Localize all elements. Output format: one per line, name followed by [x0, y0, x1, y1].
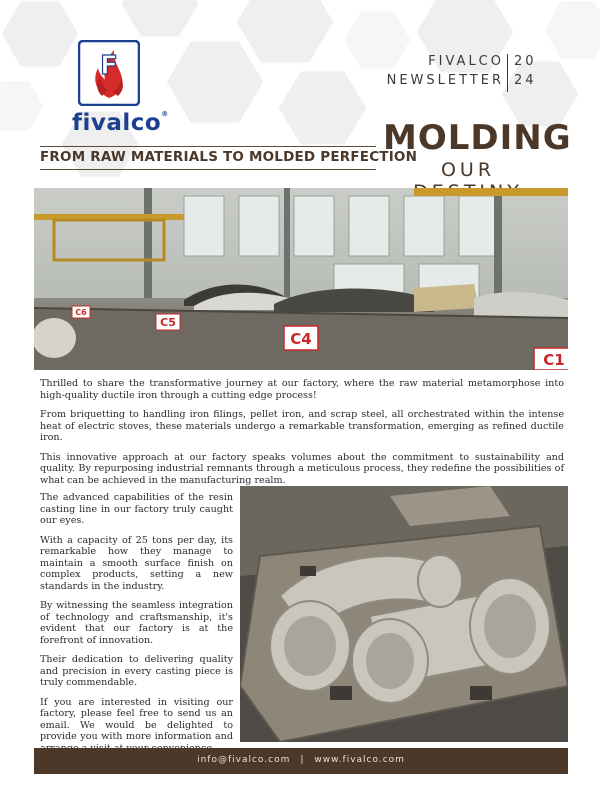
newsletter-line-2: NEWSLETTER: [386, 73, 504, 88]
subtitle: FROM RAW MATERIALS TO MOLDED PERFECTION: [40, 149, 418, 165]
footer-bar: [34, 748, 568, 774]
fivalco-logo: [72, 40, 172, 140]
flame-f-logo-icon: [78, 40, 140, 106]
logo-letter: F: [100, 51, 118, 81]
bin-label-3: C4: [290, 330, 312, 348]
newsletter-heading: [372, 52, 552, 98]
column-paragraph-1: The advanced capabilities of the resin casting line in our factory truly caught our eyes.: [40, 492, 233, 526]
bin-label-1: C6: [75, 308, 87, 317]
brand-name: [72, 110, 172, 136]
casting-mold-image: [240, 486, 568, 742]
footer-email-link[interactable]: info@fivalco.com: [197, 755, 291, 765]
intro-paragraph-1: Thrilled to share the transformative journey at our factory, where the raw material metamorphose into high-quality ductile iron through a cutting edge process!: [40, 378, 564, 401]
footer-website-link[interactable]: www.fivalco.com: [314, 755, 405, 765]
intro-paragraph-3: This innovative approach at our factory speaks volumes about the commitment to sustainability and quality. By repurposing industrial remnants through a meticulous process, they redefine the possibilities of what can be achieved in the manufacturing realm.: [40, 451, 564, 486]
column-paragraph-4: Their dedication to delivering quality and precision in every casting piece is truly commendable.: [40, 654, 233, 688]
newsletter-label: [387, 52, 504, 90]
registered-mark: ®: [161, 110, 169, 118]
article-column: [40, 492, 233, 762]
title-our-destiny: OUR: [440, 159, 496, 181]
factory-illustration: [34, 188, 568, 370]
factory-hero-image: [34, 188, 568, 370]
footer-contacts: [34, 755, 568, 765]
bin-label-2: C5: [160, 316, 176, 329]
bin-label-4: C1: [543, 351, 565, 369]
intro-paragraph-2: From briquetting to handling iron filings, pellet iron, and scrap steel, all orchestrated within the intense heat of electric stoves, these materials undergo a remarkable transformation, emerging as refined ductile iron.: [40, 409, 564, 443]
column-paragraph-3: By witnessing the seamless integration of technology and craftsmanship, it's evident that our factory is at the forefront of innovation.: [40, 600, 233, 646]
year-line-2: 24: [514, 73, 537, 88]
newsletter-divider: [507, 54, 508, 92]
article-intro: [40, 378, 564, 494]
newsletter-line-1: FIVALCO: [428, 54, 504, 69]
column-paragraph-5: If you are interested in visiting our factory, please feel free to send us an email. We would be delighted to provide you with more information and: [40, 696, 233, 742]
title-molding: MOLDING: [383, 118, 572, 158]
column-paragraph-2: With a capacity of 25 tons per day, its remarkable how they manage to maintain a smooth surface finish on complex products, setting a new standards in the industry.: [40, 534, 233, 592]
year-line-1: 20: [514, 54, 537, 69]
casting-illustration: [240, 486, 568, 742]
newsletter-year: [514, 52, 537, 90]
subtitle-band: [40, 146, 418, 170]
brand-name-text: fivalco: [72, 110, 162, 136]
footer-separator: |: [300, 755, 305, 765]
